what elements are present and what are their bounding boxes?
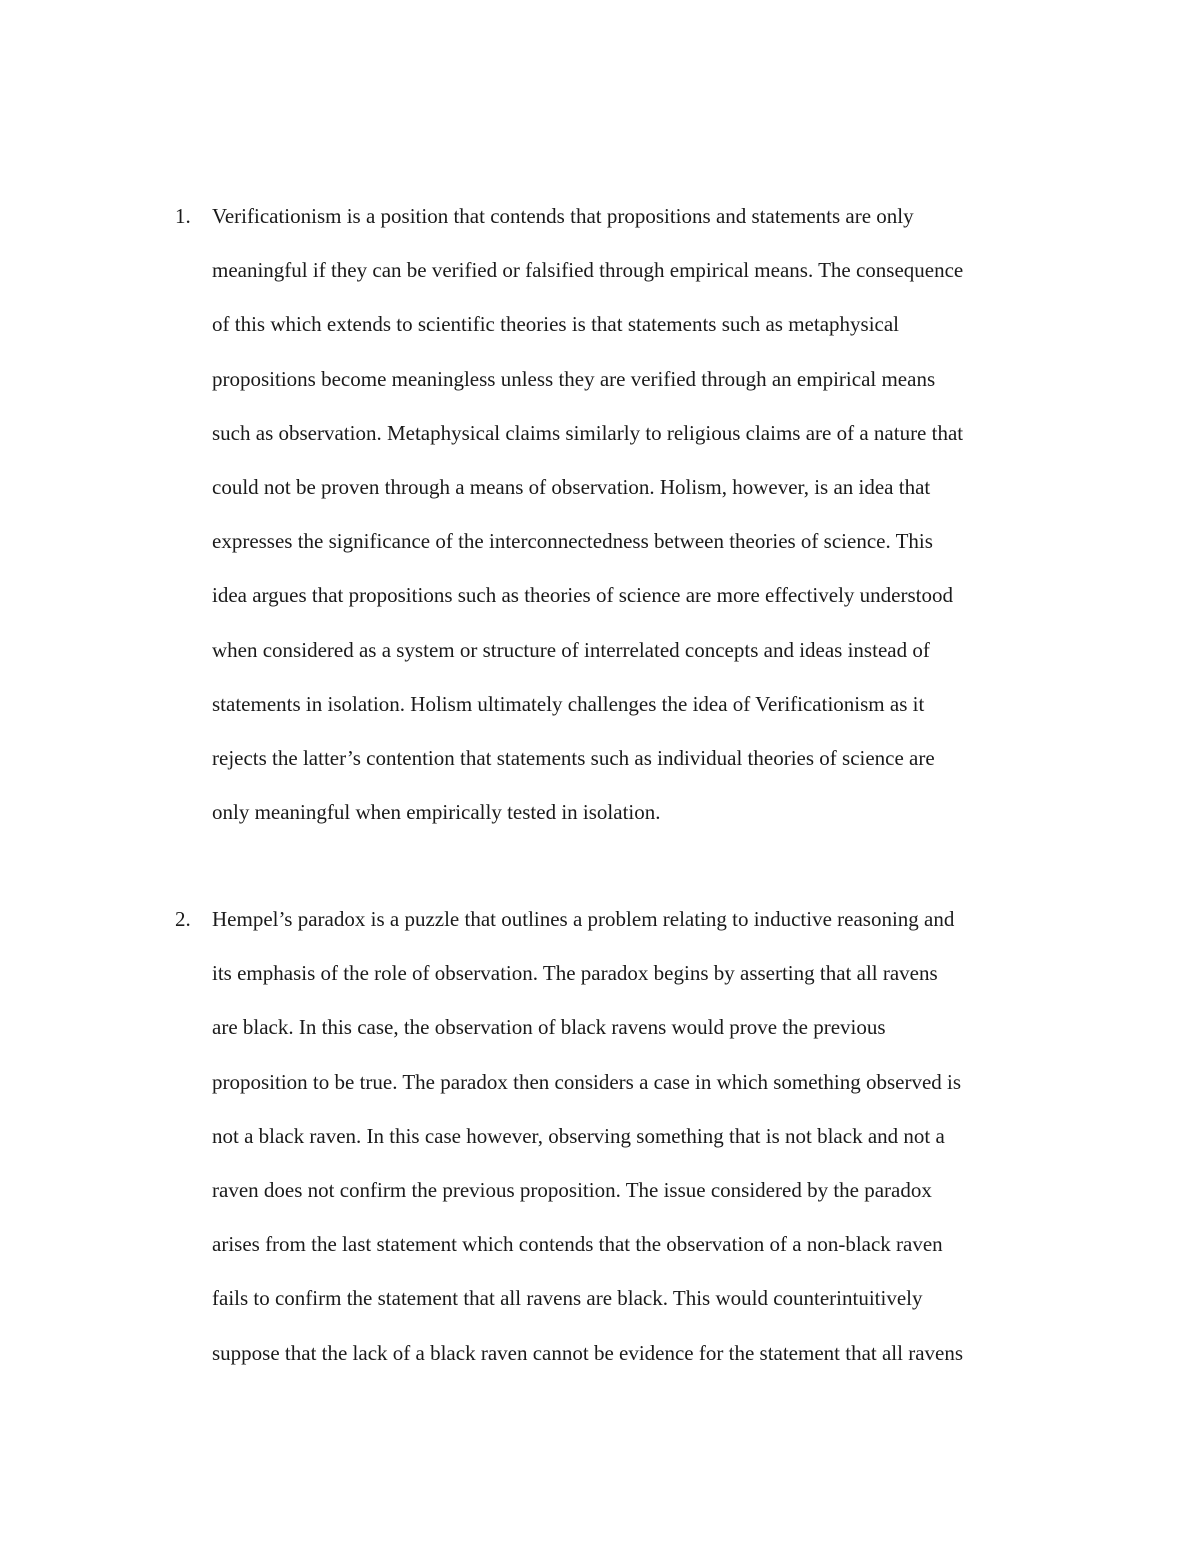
paragraph-line: propositions become meaningless unless they are verified through an empirical means <box>212 366 936 391</box>
list-number: 1. <box>175 204 191 228</box>
paragraph-line: statements in isolation. Holism ultimately challenges the idea of Verificationism as it <box>212 691 925 716</box>
paragraph-line: raven does not confirm the previous proposition. The issue considered by the paradox <box>212 1178 932 1202</box>
paragraph-line: only meaningful when empirically tested in isolation. <box>212 800 661 825</box>
paragraph-line: when considered as a system or structure of interrelated concepts and ideas instead of <box>212 637 930 662</box>
paragraph-line: its emphasis of the role of observation. The paradox begins by asserting that all ravens <box>212 961 938 986</box>
paragraph-line: arises from the last statement which contends that the observation of a non-black raven <box>212 1232 943 1257</box>
paragraph-line: Verificationism is a position that contends that propositions and statements are only <box>212 204 914 228</box>
list-number: 2. <box>175 907 191 931</box>
paragraph-line: Hempel’s paradox is a puzzle that outlines a problem relating to inductive reasoning and <box>212 907 955 931</box>
paragraph-line: suppose that the lack of a black raven cannot be evidence for the statement that all ravens <box>212 1340 964 1365</box>
paragraph-line: fails to confirm the statement that all ravens are black. This would counterintuitively <box>212 1286 923 1311</box>
paragraph-line: could not be proven through a means of observation. Holism, however, is an idea that <box>212 475 931 499</box>
paragraph-line: not a black raven. In this case however, observing something that is not black and not a <box>212 1123 945 1148</box>
paragraph-line: idea argues that propositions such as theories of science are more effectively understood <box>212 583 953 608</box>
paragraph-line: rejects the latter’s contention that statements such as individual theories of science are <box>212 746 935 770</box>
paragraph-line: such as observation. Metaphysical claims similarly to religious claims are of a nature that <box>212 420 964 445</box>
paragraph-line: of this which extends to scientific theories is that statements such as metaphysical <box>212 312 900 337</box>
paragraph-line: meaningful if they can be verified or falsified through empirical means. The consequence <box>212 258 964 283</box>
paragraph-line: are black. In this case, the observation of black ravens would prove the previous <box>212 1015 886 1040</box>
paragraph-line: expresses the significance of the interconnectedness between theories of science. This <box>212 529 933 554</box>
paragraph-line: proposition to be true. The paradox then considers a case in which something observed is <box>212 1069 962 1094</box>
